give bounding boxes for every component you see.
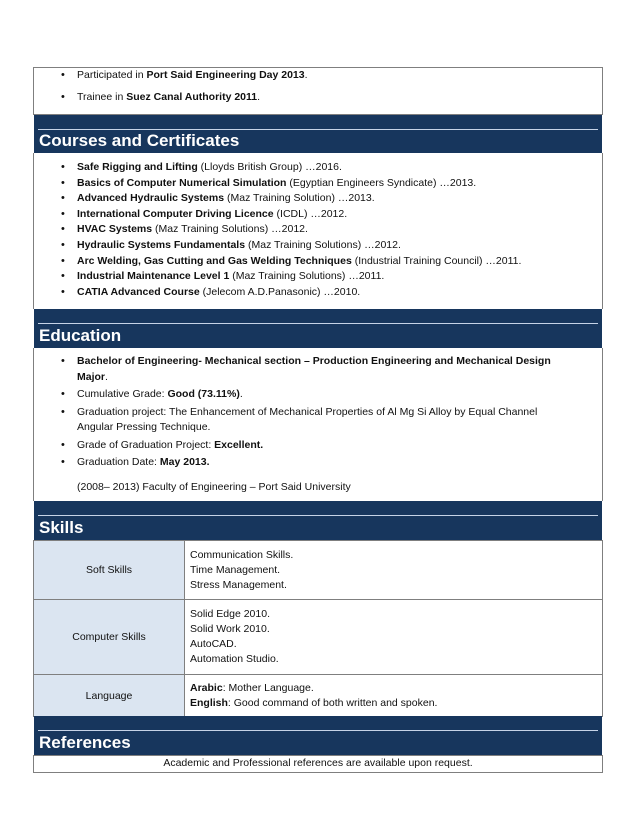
faculty-line: (2008– 2013) Faculty of Engineering – Port Said University	[77, 481, 351, 493]
list-item: • Hydraulic Systems Fundamentals (Maz Training Solutions) …2012.	[33, 238, 603, 254]
table-row	[34, 675, 603, 717]
references-text: Academic and Professional references are available upon request.	[163, 757, 473, 769]
list-item: • Graduation Date: May 2013.	[33, 455, 603, 471]
computer-skills-values: Solid Edge 2010. Solid Work 2010. AutoCAD. Automation Studio.	[185, 600, 603, 675]
list-item: • Safe Rigging and Lifting (Lloyds British Group) …2016.	[33, 160, 603, 176]
list-item: • Basics of Computer Numerical Simulation (Egyptian Engineers Syndicate) …2013.	[33, 176, 603, 192]
list-item: • Industrial Maintenance Level 1 (Maz Training Solutions) …2011.	[33, 269, 603, 285]
language-values: Arabic: Mother Language. English: Good command of both written and spoken.	[185, 675, 603, 717]
list-item: • Advanced Hydraulic Systems (Maz Training Solution) …2013.	[33, 191, 603, 207]
section-spacer	[34, 309, 602, 323]
experience-list	[33, 68, 603, 112]
language-label: Language	[34, 675, 185, 717]
computer-skills-label: Computer Skills	[34, 600, 185, 675]
references-header	[34, 730, 602, 755]
section-spacer	[34, 501, 602, 515]
section-spacer	[34, 115, 602, 129]
list-item: • Cumulative Grade: Good (73.11%).	[33, 387, 603, 403]
list-item: • Participated in Port Said Engineering Day 2013.	[33, 68, 603, 90]
section-title: Courses and Certificates	[39, 131, 240, 150]
skills-header	[34, 515, 602, 540]
education-list	[33, 354, 603, 473]
skills-table	[33, 540, 603, 717]
soft-skills-values: Communication Skills. Time Management. Stress Management.	[185, 541, 603, 600]
courses-header	[34, 129, 602, 153]
list-item: • Arc Welding, Gas Cutting and Gas Welding Techniques (Industrial Training Council) …2011.	[33, 254, 603, 270]
soft-skills-label: Soft Skills	[34, 541, 185, 600]
list-item: • International Computer Driving Licence (ICDL) …2012.	[33, 207, 603, 223]
table-row	[34, 600, 603, 675]
list-item: • CATIA Advanced Course (Jelecom A.D.Panasonic) …2010.	[33, 285, 603, 301]
section-title: Skills	[39, 518, 84, 537]
section-title: Education	[39, 326, 122, 345]
list-item: • Trainee in Suez Canal Authority 2011.	[33, 90, 603, 112]
courses-list	[33, 160, 603, 300]
list-item: • HVAC Systems (Maz Training Solutions) …2012.	[33, 222, 603, 238]
table-row	[34, 541, 603, 600]
section-spacer	[34, 716, 602, 730]
list-item: • Graduation project: The Enhancement of Mechanical Properties of Al Mg Si Alloy by Equal Channel Angular Pressing Technique.	[33, 405, 603, 436]
list-item: • Grade of Graduation Project: Excellent.	[33, 438, 603, 454]
education-header	[34, 323, 602, 348]
section-title: References	[39, 733, 131, 752]
list-item: • Bachelor of Engineering- Mechanical section – Production Engineering and Mechanical Design Major.	[33, 354, 603, 385]
